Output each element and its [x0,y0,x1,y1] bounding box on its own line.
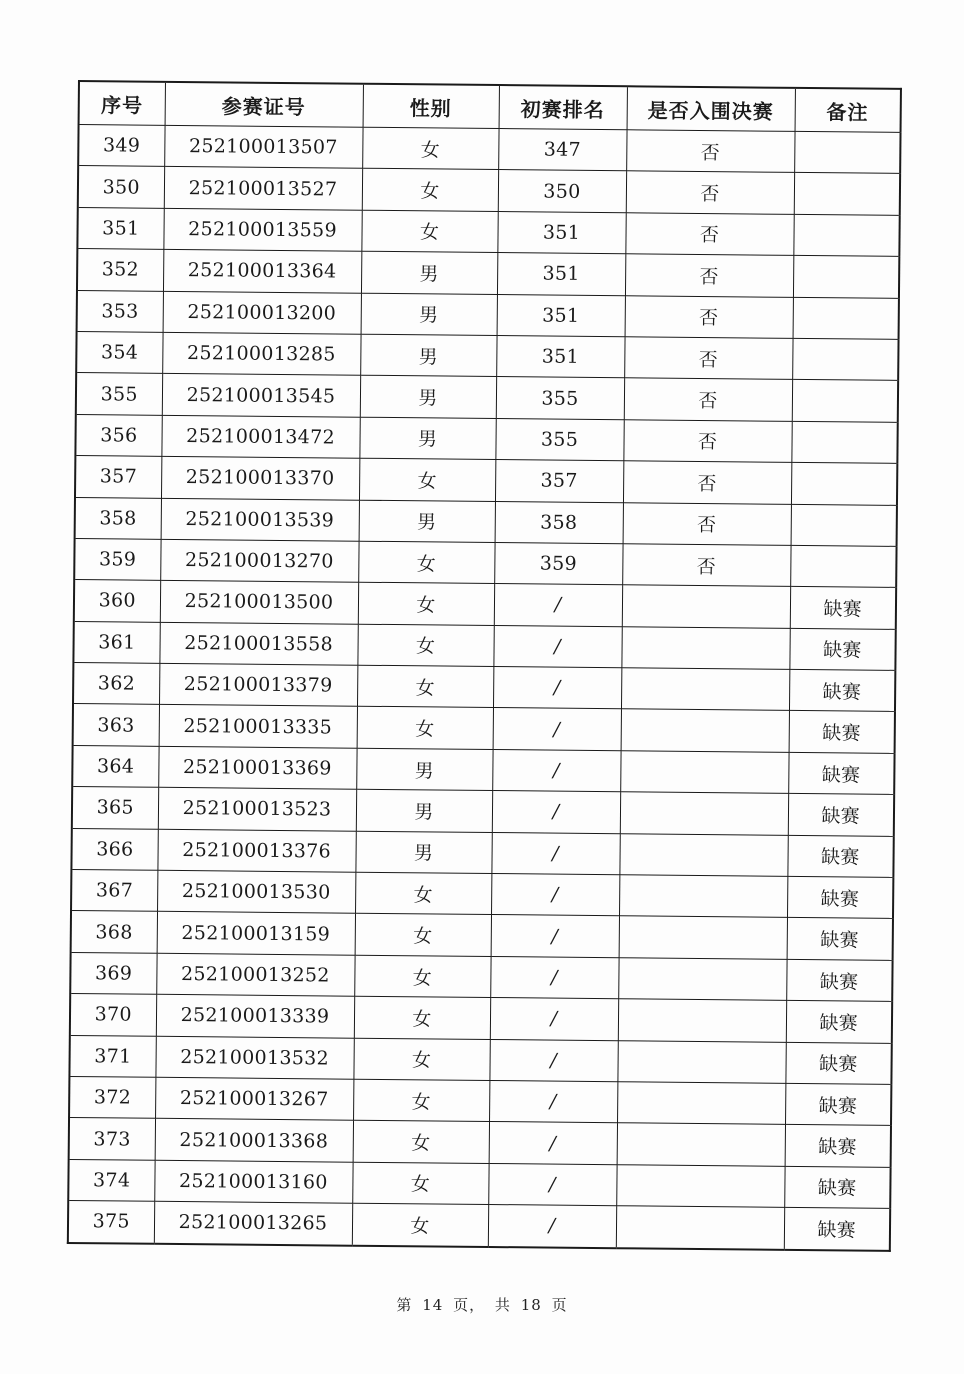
cell-sex: 女 [353,1121,489,1164]
cell-sex: 女 [353,1079,489,1122]
cell-seq: 369 [70,952,156,994]
cell-final: 否 [624,378,792,421]
cell-id: 252100013267 [155,1077,353,1120]
cell-sex: 女 [355,914,491,957]
cell-rank: 350 [498,170,626,213]
cell-id: 252100013523 [158,788,356,831]
cell-note [794,173,900,215]
cell-note [790,545,896,587]
cell-sex: 女 [358,541,494,584]
cell-id: 252100013558 [159,622,357,665]
cell-final: 否 [625,295,793,338]
cell-note: 缺赛 [788,794,894,836]
cell-id: 252100013500 [160,581,358,624]
cell-rank: 355 [495,418,623,461]
cell-note [792,380,898,422]
footer-page-prefix: 第 [396,1296,413,1314]
cell-note: 缺赛 [788,752,894,794]
cell-id: 252100013200 [163,291,361,334]
cell-sex: 女 [359,458,495,501]
table-body [68,125,901,1251]
cell-id: 252100013285 [162,332,360,375]
cell-final: 否 [622,544,790,587]
cell-rank: / [489,1039,617,1082]
cell-rank: / [493,667,621,710]
cell-id: 252100013545 [162,374,360,417]
cell-sex: 女 [357,707,493,750]
cell-sex: 男 [360,376,496,419]
cell-note: 缺赛 [789,711,895,753]
cell-final [620,792,788,835]
cell-id: 252100013252 [156,953,354,996]
table-header [79,81,901,132]
header-sex: 性别 [363,84,499,129]
cell-note [791,504,897,546]
cell-id: 252100013160 [154,1160,352,1203]
cell-note [791,421,897,463]
cell-note: 缺赛 [785,1083,891,1125]
cell-rank: / [489,1122,617,1165]
cell-id: 252100013368 [155,1119,353,1162]
cell-note [793,214,899,256]
cell-final [618,999,786,1042]
cell-sex: 女 [352,1162,488,1205]
cell-rank: / [493,708,621,751]
footer-page-unit: 页， [453,1296,486,1314]
cell-id: 252100013530 [157,870,355,913]
cell-sex: 女 [357,665,493,708]
cell-final: 否 [626,171,794,214]
footer-page-current: 14 [422,1296,444,1314]
header-note: 备注 [795,88,901,133]
table-row [68,1201,890,1251]
cell-sex: 女 [362,127,498,170]
cell-note: 缺赛 [786,1001,892,1043]
cell-final [620,751,788,794]
cell-seq: 357 [75,456,161,498]
cell-note: 缺赛 [785,1125,891,1167]
cell-final [619,916,787,959]
cell-final: 否 [625,213,793,256]
header-rank: 初赛排名 [499,85,627,130]
cell-rank: / [490,998,618,1041]
cell-sex: 女 [354,955,490,998]
cell-note [793,297,899,339]
cell-id: 252100013265 [154,1201,352,1245]
cell-rank: / [491,874,619,917]
cell-id: 252100013339 [156,994,354,1037]
cell-final [617,1123,785,1166]
cell-seq: 366 [71,828,157,870]
cell-final [621,668,789,711]
page-footer [0,1294,964,1315]
cell-rank: 351 [497,211,625,254]
cell-sex: 男 [360,334,496,377]
cell-id: 252100013539 [161,498,359,541]
cell-rank: / [488,1163,616,1206]
cell-rank: / [494,584,622,627]
cell-rank: 351 [496,335,624,378]
cell-id: 252100013472 [161,415,359,458]
results-table [67,80,902,1251]
header-id: 参赛证号 [165,82,363,127]
cell-note: 缺赛 [785,1042,891,1084]
cell-rank: / [492,791,620,834]
cell-id: 252100013364 [163,249,361,292]
cell-final [616,1206,784,1250]
cell-sex: 女 [362,169,498,212]
cell-sex: 女 [355,872,491,915]
cell-final [619,833,787,876]
cell-seq: 361 [73,621,159,663]
cell-id: 252100013159 [157,912,355,955]
cell-sex: 女 [354,996,490,1039]
cell-seq: 359 [74,538,160,580]
cell-id: 252100013379 [159,663,357,706]
cell-final [616,1164,784,1207]
cell-id: 252100013370 [161,456,359,499]
cell-final [617,1040,785,1083]
cell-final [621,709,789,752]
cell-seq: 362 [73,663,159,705]
footer-total-prefix: 共 [494,1296,511,1314]
cell-id: 252100013369 [158,746,356,789]
cell-seq: 370 [70,994,156,1036]
cell-seq: 351 [77,207,163,249]
cell-rank: 355 [496,377,624,420]
cell-rank: 358 [495,501,623,544]
cell-final: 否 [625,254,793,297]
cell-note: 缺赛 [789,628,895,670]
cell-rank: / [491,915,619,958]
cell-sex: 女 [353,1038,489,1081]
cell-final [619,875,787,918]
cell-sex: 女 [358,583,494,626]
cell-sex: 男 [359,417,495,460]
cell-sex: 女 [352,1203,488,1246]
cell-seq: 373 [69,1118,155,1160]
cell-rank: / [491,832,619,875]
cell-final: 否 [626,130,794,173]
cell-final: 否 [623,461,791,504]
cell-note [791,462,897,504]
header-row [79,81,901,132]
cell-seq: 355 [76,373,162,415]
cell-sex: 男 [356,789,492,832]
footer-page-total: 18 [520,1296,542,1314]
cell-id: 252100013335 [159,705,357,748]
cell-id: 252100013559 [163,208,361,251]
cell-rank: / [488,1205,616,1248]
cell-final: 否 [623,419,791,462]
cell-sex: 男 [361,293,497,336]
cell-final [618,958,786,1001]
cell-final [617,1082,785,1125]
cell-note: 缺赛 [786,959,892,1001]
cell-final: 否 [624,337,792,380]
header-seq: 序号 [79,81,165,125]
cell-final [622,585,790,628]
cell-sex: 男 [356,748,492,791]
cell-note: 缺赛 [787,876,893,918]
cell-sex: 女 [357,624,493,667]
cell-seq: 375 [68,1201,154,1244]
cell-note: 缺赛 [787,918,893,960]
cell-id: 252100013270 [160,539,358,582]
cell-note: 缺赛 [787,835,893,877]
cell-rank: / [489,1080,617,1123]
cell-seq: 364 [72,745,158,787]
cell-seq: 368 [71,911,157,953]
footer-total-unit: 页 [551,1296,568,1314]
cell-rank: 347 [498,129,626,172]
cell-seq: 352 [77,249,163,291]
cell-rank: / [490,956,618,999]
cell-seq: 349 [78,125,164,167]
cell-final [621,626,789,669]
cell-seq: 367 [71,870,157,912]
cell-id: 252100013527 [164,167,362,210]
cell-rank: 351 [497,253,625,296]
cell-note: 缺赛 [784,1207,890,1250]
cell-note: 缺赛 [784,1166,890,1208]
cell-id: 252100013376 [157,829,355,872]
cell-sex: 男 [355,831,491,874]
cell-rank: 359 [494,542,622,585]
cell-rank: / [493,625,621,668]
cell-note [794,131,900,173]
cell-seq: 356 [75,414,161,456]
cell-sex: 女 [361,210,497,253]
cell-rank: / [492,749,620,792]
cell-seq: 350 [78,166,164,208]
cell-note [792,338,898,380]
cell-note: 缺赛 [790,587,896,629]
cell-seq: 371 [69,1035,155,1077]
cell-seq: 365 [72,787,158,829]
header-final: 是否入围决赛 [627,86,795,131]
cell-final: 否 [623,502,791,545]
cell-sex: 男 [361,251,497,294]
cell-id: 252100013532 [155,1036,353,1079]
cell-sex: 男 [359,500,495,543]
cell-note: 缺赛 [789,669,895,711]
cell-seq: 374 [68,1159,154,1201]
cell-rank: 357 [495,460,623,503]
cell-seq: 354 [76,331,162,373]
cell-seq: 372 [69,1076,155,1118]
cell-seq: 363 [73,704,159,746]
cell-note [793,256,899,298]
cell-id: 252100013507 [164,125,362,168]
cell-seq: 353 [77,290,163,332]
cell-seq: 360 [74,580,160,622]
cell-seq: 358 [75,497,161,539]
cell-rank: 351 [497,294,625,337]
